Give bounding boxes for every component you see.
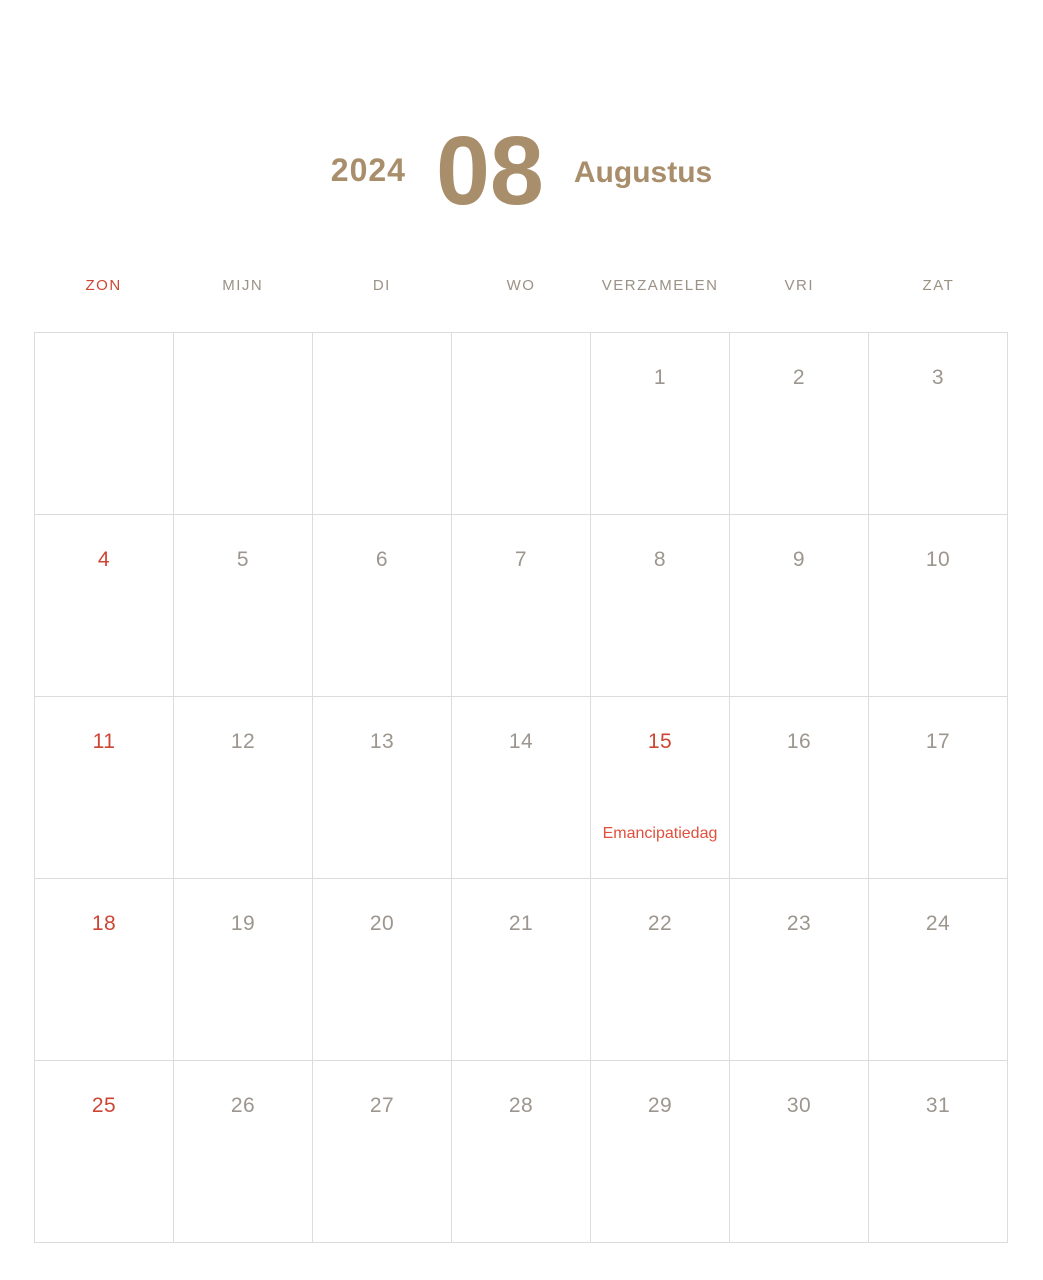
day-number: 15 (647, 730, 673, 753)
day-number: 1 (653, 366, 667, 389)
day-number: 18 (91, 912, 117, 935)
calendar-day-cell (174, 1061, 313, 1243)
calendar-day-cell (35, 333, 174, 515)
day-number: 13 (369, 730, 395, 753)
calendar-grid (34, 332, 1008, 1243)
title-month-name: Augustus (573, 156, 713, 189)
calendar-day-cell (591, 697, 730, 879)
day-number: 25 (91, 1094, 117, 1117)
day-number: 9 (792, 548, 806, 571)
day-number: 4 (97, 548, 111, 571)
day-number: 21 (508, 912, 534, 935)
calendar-day-cell (174, 697, 313, 879)
calendar-day-cell (452, 879, 591, 1061)
weekday-label-zat: ZAT (922, 277, 955, 294)
day-number: 7 (514, 548, 528, 571)
calendar-day-cell (313, 697, 452, 879)
day-number: 17 (925, 730, 951, 753)
calendar-title (0, 98, 1043, 242)
day-number: 16 (786, 730, 812, 753)
weekday-label-di: DI (372, 277, 391, 294)
calendar-day-cell (35, 879, 174, 1061)
calendar-day-cell (730, 697, 869, 879)
calendar-day-cell (869, 879, 1008, 1061)
calendar-day-cell (174, 333, 313, 515)
calendar-day-cell (174, 879, 313, 1061)
day-number: 6 (375, 548, 389, 571)
day-number: 14 (508, 730, 534, 753)
calendar-day-cell (35, 1061, 174, 1243)
weekday-header-row (34, 276, 1008, 296)
calendar-day-cell (869, 1061, 1008, 1243)
weekday-label-vri: VRI (784, 277, 815, 294)
calendar-day-cell (730, 333, 869, 515)
day-number: 28 (508, 1094, 534, 1117)
day-number: 20 (369, 912, 395, 935)
day-number: 31 (925, 1094, 951, 1117)
calendar-day-cell (35, 697, 174, 879)
day-number: 29 (647, 1094, 673, 1117)
calendar-day-cell (452, 1061, 591, 1243)
day-number: 3 (931, 366, 945, 389)
day-number: 26 (230, 1094, 256, 1117)
calendar-day-cell (591, 1061, 730, 1243)
day-number: 12 (230, 730, 256, 753)
weekday-label-zon: ZON (85, 277, 122, 294)
calendar-day-cell (313, 879, 452, 1061)
calendar-day-cell (452, 515, 591, 697)
weekday-label-wo: WO (506, 277, 536, 294)
calendar-day-cell (869, 333, 1008, 515)
day-number: 2 (792, 366, 806, 389)
day-number: 30 (786, 1094, 812, 1117)
day-number: 23 (786, 912, 812, 935)
calendar-day-cell (313, 515, 452, 697)
calendar-day-cell (730, 879, 869, 1061)
calendar-day-cell (35, 515, 174, 697)
title-year: 2024 (330, 151, 406, 188)
calendar-day-cell (869, 697, 1008, 879)
calendar-day-cell (869, 515, 1008, 697)
event-label: Emancipatiedag (602, 825, 718, 842)
day-number: 8 (653, 548, 667, 571)
calendar-day-cell (174, 515, 313, 697)
day-number: 11 (92, 730, 116, 753)
day-number: 5 (236, 548, 250, 571)
day-number: 24 (925, 912, 951, 935)
weekday-label-mijn: MIJN (222, 277, 264, 294)
calendar-day-cell (591, 333, 730, 515)
calendar-day-cell (452, 333, 591, 515)
day-number: 19 (230, 912, 256, 935)
calendar-day-cell (591, 515, 730, 697)
day-number: 10 (925, 548, 951, 571)
weekday-label-verzamelen: VERZAMELEN (601, 277, 719, 294)
day-number: 22 (647, 912, 673, 935)
day-number: 27 (369, 1094, 395, 1117)
calendar-day-cell (313, 1061, 452, 1243)
calendar-day-cell (313, 333, 452, 515)
calendar-day-cell (452, 697, 591, 879)
calendar-day-cell (730, 1061, 869, 1243)
calendar-day-cell (591, 879, 730, 1061)
title-month-number: 08 (435, 115, 544, 225)
calendar-day-cell (730, 515, 869, 697)
